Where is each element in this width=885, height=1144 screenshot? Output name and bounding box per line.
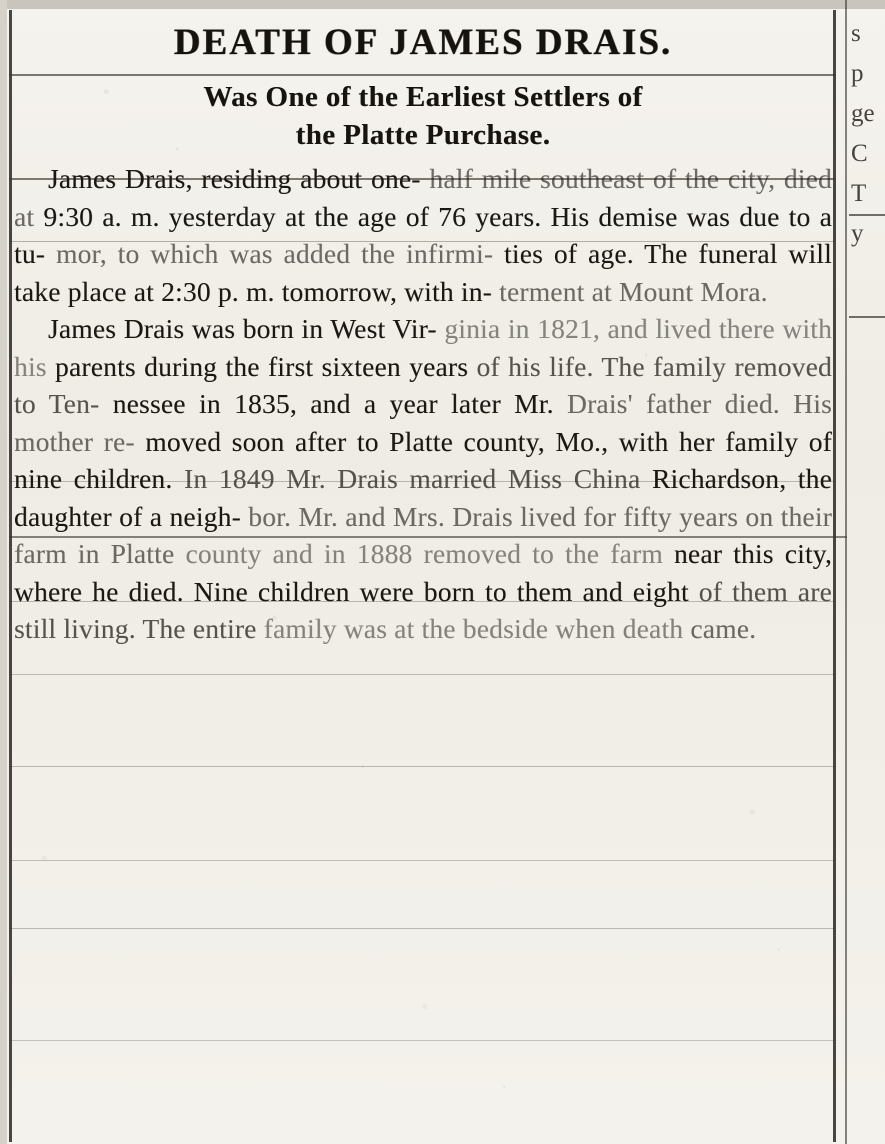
horizontal-rule bbox=[9, 860, 836, 861]
horizontal-rule bbox=[9, 928, 836, 929]
article-paragraph bbox=[14, 310, 832, 648]
body-line: ties of age. The funeral will take bbox=[14, 238, 832, 307]
body-line: Drais' father died. His mother re- bbox=[14, 388, 832, 457]
body-line: children were born to them and eight bbox=[257, 575, 689, 607]
body-line: Mo., with her family of nine children. bbox=[14, 425, 833, 494]
body-line: 9:30 a. m. yesterday at the age of 76 bbox=[43, 200, 467, 232]
horizontal-rule bbox=[9, 674, 836, 675]
adjacent-column-line: T bbox=[851, 180, 867, 207]
body-line: mor, to which was added the infirmi- bbox=[55, 238, 494, 269]
body-line: parents during the first sixteen years bbox=[55, 350, 469, 382]
body-line: half mile southeast of the city, died at bbox=[14, 163, 832, 232]
article-subheadline bbox=[18, 78, 828, 154]
body-line: moved soon after to Platte county, bbox=[145, 425, 545, 457]
article-paragraph bbox=[14, 160, 832, 310]
body-line: Richardson, the daughter of a neigh- bbox=[14, 463, 833, 532]
scan-edge-left bbox=[0, 0, 7, 1144]
body-line: James Drais was born in West Vir- bbox=[48, 313, 437, 344]
body-line: terment at Mount Mora. bbox=[499, 275, 768, 307]
adjacent-column-line: y bbox=[851, 220, 864, 247]
adjacent-column-fragment bbox=[851, 14, 885, 254]
adjacent-column-rule bbox=[849, 316, 885, 318]
column-rule-far-right bbox=[845, 0, 847, 1144]
article-body bbox=[14, 160, 832, 648]
body-line: of them are still living. The entire bbox=[14, 575, 832, 644]
horizontal-rule bbox=[9, 1040, 836, 1041]
body-line: nessee in 1835, and a year later Mr. bbox=[112, 388, 554, 419]
body-line: county and in 1888 removed to the farm bbox=[185, 538, 663, 569]
body-line: bor. Mr. and Mrs. Drais lived for bbox=[248, 500, 617, 532]
body-line: family was at the bedside when death bbox=[263, 613, 684, 644]
subheadline-line-2: the Platte Purchase. bbox=[295, 119, 551, 151]
scan-edge-top bbox=[0, 0, 885, 9]
adjacent-column-line: p bbox=[851, 60, 864, 87]
adjacent-column-line: s bbox=[851, 20, 861, 47]
adjacent-column-line: ge bbox=[851, 100, 875, 127]
article bbox=[14, 12, 832, 648]
body-line: near this city, where he died. Nine bbox=[14, 538, 833, 607]
body-line: James Drais, residing about one- bbox=[48, 163, 421, 194]
horizontal-rule bbox=[9, 766, 836, 767]
body-line: fifty years on their farm in Platte bbox=[14, 500, 833, 569]
article-headline: DEATH OF JAMES DRAIS. bbox=[173, 22, 673, 63]
body-line: of his life. The family removed to Ten- bbox=[14, 350, 832, 419]
body-line: came. bbox=[690, 613, 757, 644]
body-line: place at 2:30 p. m. tomorrow, with in- bbox=[67, 275, 493, 307]
adjacent-column-rule bbox=[849, 214, 885, 216]
body-line: years. His demise was due to a tu- bbox=[14, 200, 833, 269]
adjacent-column-line: C bbox=[851, 140, 868, 167]
body-line: ginia in 1821, and lived there with his bbox=[14, 313, 833, 382]
subheadline-line-1: Was One of the Earliest Settlers of bbox=[203, 81, 643, 113]
body-line: In 1849 Mr. Drais married Miss China bbox=[184, 463, 641, 494]
